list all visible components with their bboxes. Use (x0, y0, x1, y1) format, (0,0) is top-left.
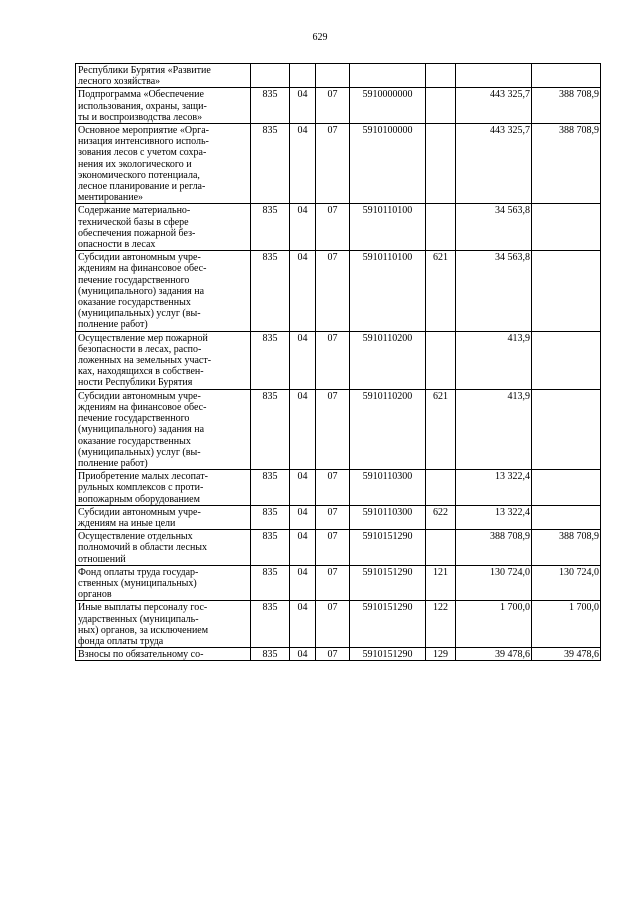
subsection-code-cell: 07 (316, 505, 350, 529)
row-name-line: ках, находящихся в собствен- (78, 366, 204, 378)
gr-code-cell: 835 (251, 204, 290, 251)
row-name-line: печение государственного (78, 274, 190, 286)
expense-type-cell (426, 124, 456, 204)
target-article-cell: 5910151290 (350, 648, 426, 661)
row-name-line: безопасности в лесах, распо- (78, 343, 202, 355)
section-code-cell: 04 (290, 505, 316, 529)
target-article-cell: 5910110200 (350, 389, 426, 469)
subvention-amount-cell: 130 724,0 (532, 565, 601, 601)
amount-cell: 443 325,7 (456, 88, 532, 124)
subvention-amount-cell: 39 478,6 (532, 648, 601, 661)
section-code-cell: 04 (290, 88, 316, 124)
subvention-amount-cell: 388 708,9 (532, 88, 601, 124)
row-name-line: ударственных (муниципаль- (78, 613, 199, 625)
amount-cell: 13 322,4 (456, 470, 532, 506)
subvention-amount-cell: 388 708,9 (532, 124, 601, 204)
expense-type-cell (426, 470, 456, 506)
table-row (76, 88, 601, 124)
subsection-code-cell: 07 (316, 601, 350, 648)
amount-cell: 39 478,6 (456, 648, 532, 661)
section-code-cell: 04 (290, 530, 316, 566)
amount-cell: 1 700,0 (456, 601, 532, 648)
expense-type-cell (426, 88, 456, 124)
row-name-line: нения их экологического и (78, 158, 192, 170)
row-name-cell (76, 204, 251, 251)
subvention-amount-cell (532, 389, 601, 469)
row-name-line: ждениям на финансовое обес- (78, 263, 207, 275)
row-name-line: Содержание материально- (78, 205, 191, 217)
row-name-line: ственных (муниципальных) (78, 577, 197, 589)
row-name-line: печение государственного (78, 413, 190, 425)
subvention-amount-cell: 1 700,0 (532, 601, 601, 648)
table-row (76, 530, 601, 566)
expense-type-cell: 122 (426, 601, 456, 648)
row-name-line: (муниципального) задания на (78, 285, 205, 297)
subsection-code-cell: 07 (316, 88, 350, 124)
row-name-cell (76, 470, 251, 506)
expense-type-cell (426, 204, 456, 251)
gr-code-cell (251, 64, 290, 88)
row-name-line: Приобретение малых лесопат- (78, 471, 208, 483)
subvention-amount-cell (532, 64, 601, 88)
row-name-line: оказание государственных (78, 297, 191, 309)
section-code-cell: 04 (290, 331, 316, 389)
row-name-line: обеспечения пожарной без- (78, 227, 196, 239)
subvention-amount-cell: 388 708,9 (532, 530, 601, 566)
row-name-line: ждениям на иные цели (78, 517, 176, 529)
subvention-amount-cell (532, 251, 601, 331)
target-article-cell: 5910110300 (350, 470, 426, 506)
section-code-cell (290, 64, 316, 88)
row-name-line: лесное планирование и регла- (78, 181, 206, 193)
expense-type-cell: 129 (426, 648, 456, 661)
table-row (76, 470, 601, 506)
subsection-code-cell (316, 64, 350, 88)
row-name-line: оказание государственных (78, 435, 191, 447)
subvention-amount-cell (532, 470, 601, 506)
subsection-code-cell: 07 (316, 389, 350, 469)
gr-code-cell: 835 (251, 124, 290, 204)
target-article-cell: 5910110300 (350, 505, 426, 529)
row-name-line: ты и воспроизводства лесов» (78, 111, 203, 123)
target-article-cell: 5910151290 (350, 530, 426, 566)
row-name-line: ности Республики Бурятия (78, 377, 193, 389)
subvention-amount-cell (532, 505, 601, 529)
gr-code-cell: 835 (251, 389, 290, 469)
row-name-line: Субсидии автономным учре- (78, 390, 201, 402)
page-number: 629 (312, 32, 328, 43)
subsection-code-cell: 07 (316, 530, 350, 566)
row-name-line: Республики Бурятия «Развитие (78, 65, 211, 76)
gr-code-cell: 835 (251, 331, 290, 389)
amount-cell: 413,9 (456, 331, 532, 389)
row-name-cell (76, 251, 251, 331)
target-article-cell: 5910110100 (350, 251, 426, 331)
target-article-cell: 5910110100 (350, 204, 426, 251)
budget-table-body (76, 64, 601, 661)
subvention-amount-cell (532, 331, 601, 389)
row-name-line: фонда оплаты труда (78, 635, 164, 647)
section-code-cell: 04 (290, 251, 316, 331)
amount-cell: 388 708,9 (456, 530, 532, 566)
row-name-line: ждениям на финансовое обес- (78, 401, 207, 413)
section-code-cell: 04 (290, 389, 316, 469)
target-article-cell: 5910100000 (350, 124, 426, 204)
subsection-code-cell: 07 (316, 565, 350, 601)
expense-type-cell (426, 331, 456, 389)
section-code-cell: 04 (290, 124, 316, 204)
row-name-line: технической базы в сфере (78, 216, 189, 228)
table-row (76, 204, 601, 251)
row-name-line: ложенных на земельных участ- (78, 355, 212, 367)
expense-type-cell (426, 530, 456, 566)
amount-cell: 34 563,8 (456, 204, 532, 251)
row-name-line: зования лесов с учетом сохра- (78, 147, 207, 159)
row-name-line: опасности в лесах (78, 239, 156, 251)
expense-type-cell: 121 (426, 565, 456, 601)
row-name-line: (муниципального) задания на (78, 424, 205, 436)
target-article-cell: 5910110200 (350, 331, 426, 389)
section-code-cell: 04 (290, 648, 316, 661)
row-name-line: ментирование» (78, 192, 144, 204)
row-name-line: Субсидии автономным учре- (78, 252, 201, 264)
subsection-code-cell: 07 (316, 648, 350, 661)
amount-cell: 413,9 (456, 389, 532, 469)
gr-code-cell: 835 (251, 251, 290, 331)
gr-code-cell: 835 (251, 530, 290, 566)
subsection-code-cell: 07 (316, 251, 350, 331)
section-code-cell: 04 (290, 204, 316, 251)
row-name-line: полномочий в области лесных (78, 542, 208, 554)
subvention-amount-cell (532, 204, 601, 251)
row-name-line: рульных комплексов с проти- (78, 482, 204, 494)
row-name-line: экономического потенциала, (78, 169, 200, 181)
amount-cell (456, 64, 532, 88)
row-name-line: полнение работ) (78, 319, 148, 331)
table-row (76, 331, 601, 389)
row-name-cell (76, 530, 251, 566)
row-name-line: низация интенсивного исполь- (78, 136, 209, 148)
row-name-cell (76, 64, 251, 88)
expense-type-cell: 621 (426, 251, 456, 331)
row-name-line: Подпрограмма «Обеспечение (78, 89, 204, 101)
row-name-line: Основное мероприятие «Орга- (78, 125, 209, 137)
gr-code-cell: 835 (251, 565, 290, 601)
amount-cell: 130 724,0 (456, 565, 532, 601)
table-row (76, 601, 601, 648)
row-name-line: Осуществление мер пожарной (78, 332, 208, 344)
target-article-cell: 5910000000 (350, 88, 426, 124)
target-article-cell: 5910151290 (350, 601, 426, 648)
row-name-cell (76, 505, 251, 529)
row-name-line: Взносы по обязательному со- (78, 649, 204, 661)
subsection-code-cell: 07 (316, 331, 350, 389)
table-row (76, 64, 601, 88)
row-name-line: Субсидии автономным учре- (78, 506, 201, 518)
section-code-cell: 04 (290, 470, 316, 506)
row-name-line: (муниципальных) услуг (вы- (78, 446, 201, 458)
target-article-cell (350, 64, 426, 88)
row-name-line: лесного хозяйства» (78, 76, 161, 88)
table-row (76, 505, 601, 529)
row-name-line: Осуществление отдельных (78, 531, 193, 543)
gr-code-cell: 835 (251, 601, 290, 648)
amount-cell: 34 563,8 (456, 251, 532, 331)
subsection-code-cell: 07 (316, 124, 350, 204)
gr-code-cell: 835 (251, 88, 290, 124)
table-row (76, 251, 601, 331)
row-name-line: вопожарным оборудованием (78, 493, 200, 505)
row-name-cell (76, 601, 251, 648)
table-row (76, 648, 601, 661)
expense-type-cell: 621 (426, 389, 456, 469)
amount-cell: 13 322,4 (456, 505, 532, 529)
row-name-line: органов (78, 589, 112, 601)
budget-table (75, 63, 601, 661)
row-name-line: Иные выплаты персоналу гос- (78, 602, 208, 614)
row-name-line: (муниципальных) услуг (вы- (78, 308, 201, 320)
row-name-cell (76, 124, 251, 204)
table-row (76, 389, 601, 469)
row-name-cell (76, 389, 251, 469)
table-row (76, 124, 601, 204)
row-name-line: ных) органов, за исключением (78, 624, 209, 636)
row-name-line: Фонд оплаты труда государ- (78, 566, 199, 578)
amount-cell: 443 325,7 (456, 124, 532, 204)
subsection-code-cell: 07 (316, 470, 350, 506)
expense-type-cell (426, 64, 456, 88)
section-code-cell: 04 (290, 601, 316, 648)
target-article-cell: 5910151290 (350, 565, 426, 601)
subsection-code-cell: 07 (316, 204, 350, 251)
gr-code-cell: 835 (251, 648, 290, 661)
expense-type-cell: 622 (426, 505, 456, 529)
section-code-cell: 04 (290, 565, 316, 601)
gr-code-cell: 835 (251, 505, 290, 529)
row-name-line: отношений (78, 553, 126, 565)
gr-code-cell: 835 (251, 470, 290, 506)
row-name-cell (76, 88, 251, 124)
row-name-line: использования, охраны, защи- (78, 100, 207, 112)
row-name-line: полнение работ) (78, 457, 148, 469)
row-name-cell (76, 331, 251, 389)
table-row (76, 565, 601, 601)
row-name-cell (76, 565, 251, 601)
row-name-cell (76, 648, 251, 661)
